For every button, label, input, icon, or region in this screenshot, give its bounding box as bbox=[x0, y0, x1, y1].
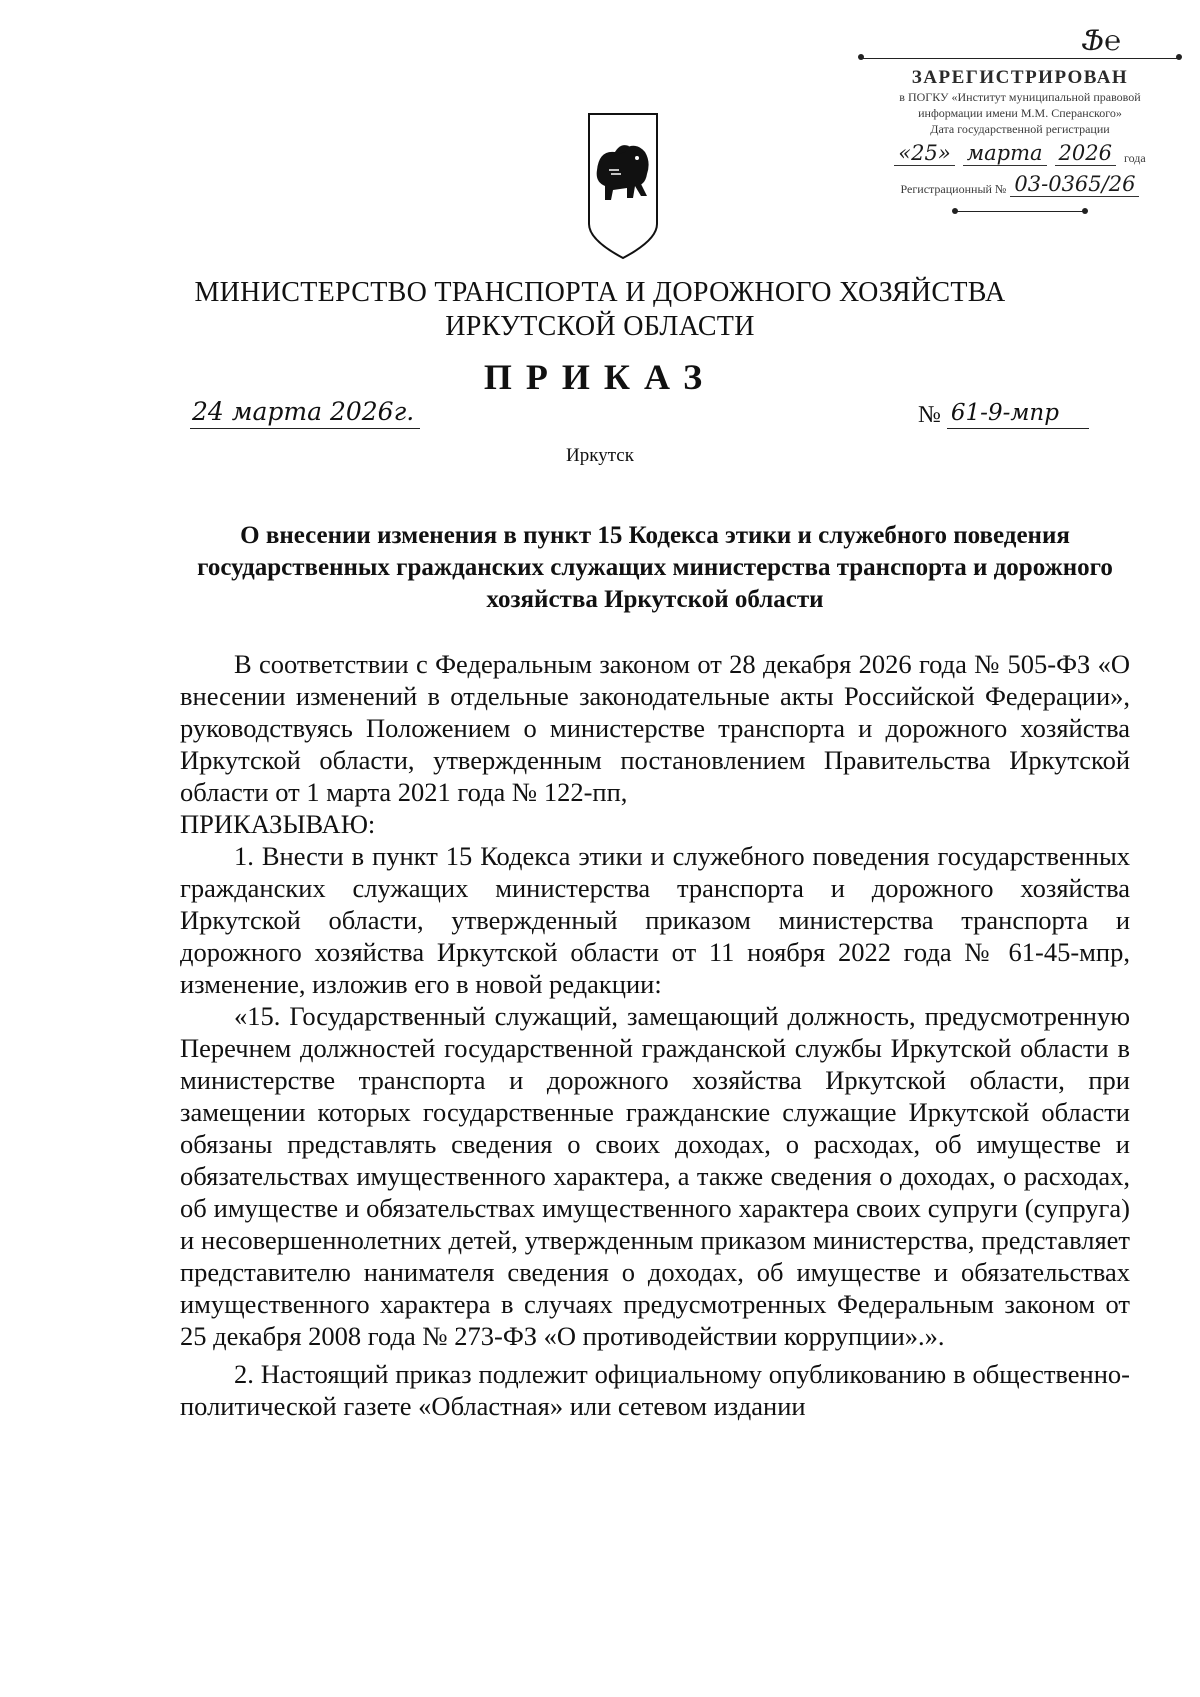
document-type: ПРИКАЗ bbox=[483, 357, 717, 397]
ministry-name bbox=[0, 276, 1200, 344]
item-2-paragraph: 2. Настоящий приказ подлежит официальному опубликованию в общественно-политической газете «Областная» или сетевом издании bbox=[180, 1359, 1130, 1421]
ministry-line2: ИРКУТСКОЙ ОБЛАСТИ bbox=[445, 311, 755, 342]
stamp-signature: Ֆ℮ bbox=[1081, 24, 1121, 57]
stamp-date-day: «25» bbox=[894, 141, 954, 166]
registration-stamp bbox=[855, 24, 1185, 212]
order-number bbox=[918, 400, 1089, 429]
stamp-date-year: 2026 bbox=[1055, 141, 1116, 166]
stamp-date-label: Дата государственной регистрации bbox=[930, 122, 1110, 136]
line-dot-icon bbox=[858, 54, 864, 60]
coat-of-arms-icon bbox=[585, 112, 661, 262]
city: Иркутск bbox=[566, 445, 634, 466]
ministry-line1: МИНИСТЕРСТВО ТРАНСПОРТА И ДОРОЖНОГО ХОЗЯЙСТВА bbox=[194, 277, 1006, 308]
stamp-date bbox=[855, 141, 1185, 166]
stamp-year-suffix: года bbox=[1123, 151, 1146, 165]
number-prefix: № bbox=[918, 402, 941, 428]
stamp-reg-number-row bbox=[855, 172, 1185, 197]
stamp-reg-label: Регистрационный № bbox=[900, 182, 1007, 196]
order-word: ПРИКАЗЫВАЮ: bbox=[180, 809, 376, 839]
order-date: 24 марта 2026г. bbox=[190, 397, 420, 429]
stamp-org-line2: информации имени М.М. Сперанского» bbox=[918, 106, 1122, 120]
order-number-value: 61-9-мпр bbox=[947, 400, 1089, 429]
stamp-org-line1: в ПОГКУ «Институт муниципальной правовой bbox=[899, 90, 1141, 104]
document-body bbox=[180, 648, 1130, 1422]
stamp-bottom-line bbox=[955, 211, 1085, 212]
item-1-new-text: «15. Государственный служащий, замещающий должность, предусмотренную Перечнем должностей государственной гражданской службы Иркутской области в министерстве транспорта и дорожного хозяйства Иркутской области, при замещении которых государственные гражданские служащие Иркутской области обязаны представлять сведения о своих доходах, о расходах, об имуществе и обязательствах имущественного характера, а также сведения о доходах, о расходах, об имуществе и обязательствах имущественного характера своих супруги (супруга) и несовершеннолетних детей, утвержденным приказом министерства, представляет представителю нанимателя сведения о доходах, об имуществе и обязательствах имущественного характера в случаях предусмотренных Федеральным законом от 25 декабря 2008 года № 273-ФЗ «О противодействии коррупции».». bbox=[180, 1001, 1130, 1351]
stamp-reg-number: 03-0365/26 bbox=[1010, 172, 1139, 197]
item-1-paragraph: 1. Внести в пункт 15 Кодекса этики и служебного поведения государственных гражданских служащих министерства транспорта и дорожного хозяйства Иркутской области, утвержденный приказом министерства транспорта и дорожного хозяйства Иркутской области от 11 ноября 2022 года № 61-45-мпр, изменение, изложив его в новой редакции: bbox=[180, 841, 1130, 999]
line-dot-icon bbox=[952, 208, 958, 214]
line-dot-icon bbox=[1082, 208, 1088, 214]
preamble-paragraph: В соответствии с Федеральным законом от 28 декабря 2026 года № 505-ФЗ «О внесении изменений в отдельные законодательные акты Российской Федерации», руководствуясь Положением о министерстве транспорта и дорожного хозяйства Иркутской области, утвержденным постановлением Правительства Иркутской области от 1 марта 2021 года № 122-пп, bbox=[180, 649, 1130, 807]
stamp-title: ЗАРЕГИСТРИРОВАН bbox=[911, 67, 1129, 88]
line-dot-icon bbox=[1176, 54, 1182, 60]
document-title: О внесении изменения в пункт 15 Кодекса этики и служебного поведения государственных гражданских служащих министерства транспорта и дорожного хозяйства Иркутской области bbox=[197, 522, 1113, 613]
stamp-signature-line bbox=[861, 24, 1179, 59]
stamp-date-month: марта bbox=[963, 141, 1047, 166]
